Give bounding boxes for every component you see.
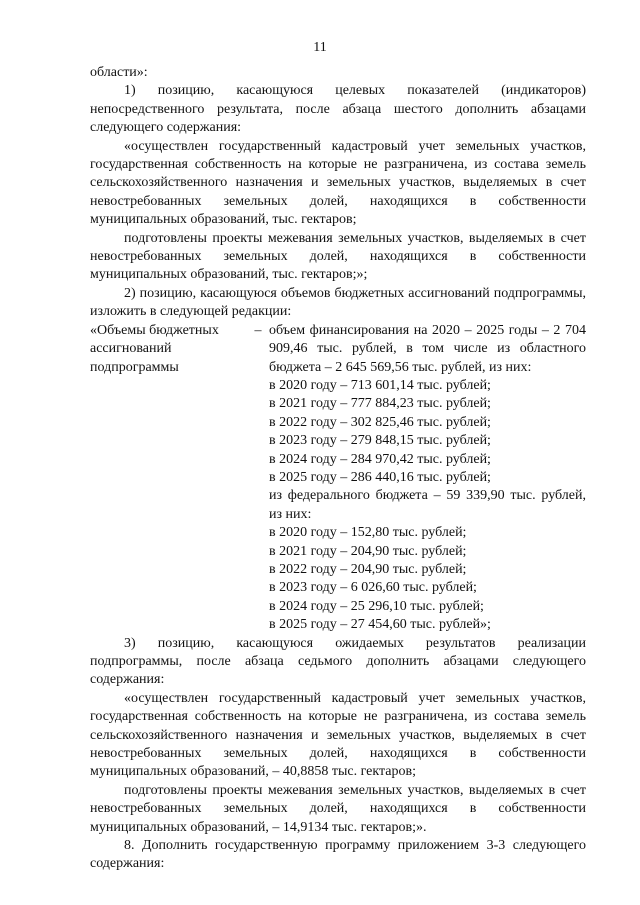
document-body [90, 64, 586, 874]
list-item: в 2021 году – 204,90 тыс. рублей; [269, 543, 467, 559]
list-item: в 2022 году – 204,90 тыс. рублей; [269, 561, 467, 577]
budget-table-dash: – [254, 322, 262, 338]
list-item: в 2024 году – 284 970,42 тыс. рублей; [269, 451, 491, 467]
budget-table [90, 322, 586, 635]
list-item: в 2020 году – 152,80 тыс. рублей; [269, 525, 467, 541]
budget-table-values [263, 322, 586, 635]
budget-table-label: «Объемы бюджетных ассигнований подпрограммы [90, 322, 219, 375]
paragraph-oblasti: области»: [90, 65, 148, 80]
list-item: в 2024 году – 25 296,10 тыс. рублей; [269, 598, 484, 614]
federal-total: из федерального бюджета – 59 339,90 тыс. рублей, из них: [269, 488, 586, 522]
paragraph-quote-cadastral: «осуществлен государственный кадастровый учет земельных участков, государственная собственность на которые не разграничена, из состава земель сельскохозяйственного назначения и земельных участков, выделяемых в счет невостребованных земельных долей, находящихся в собственности муниципальных образований, тыс. гектаров; [90, 138, 586, 228]
list-item: в 2020 году – 713 601,14 тыс. рублей; [269, 377, 491, 393]
paragraph-item-2: 2) позицию, касающуюся объемов бюджетных ассигнований подпрограммы, изложить в следующей редакции: [90, 285, 586, 320]
list-item: в 2021 году – 777 884,23 тыс. рублей; [269, 396, 491, 412]
list-item: в 2025 году – 27 454,60 тыс. рублей»; [269, 617, 491, 633]
paragraph-quote-survey: подготовлены проекты межевания земельных участков, выделяемых в счет невостребованных земельных долей, находящихся в собственности муниципальных образований, тыс. гектаров;»; [90, 230, 586, 283]
paragraph-quote-cadastral-result: «осуществлен государственный кадастровый учет земельных участков, государственная собственность на которые не разграничена, из состава земель сельскохозяйственного назначения и земельных участков, выделяемых в счет невостребованных земельных долей, находящихся в собственности муниципальных образований, – 40,8858 тыс. гектаров; [90, 690, 586, 780]
paragraph-item-1: 1) позицию, касающуюся целевых показателей (индикаторов) непосредственного результата, после абзаца шестого дополнить абзацами следующего содержания: [90, 83, 586, 136]
list-item: в 2023 году – 6 026,60 тыс. рублей; [269, 580, 477, 596]
paragraph-quote-survey-result: подготовлены проекты межевания земельных участков, выделяемых в счет невостребованных земельных долей, находящихся в собственности муниципальных образований, – 14,9134 тыс. гектаров;». [90, 782, 586, 835]
regional-years-list [269, 377, 586, 487]
budget-total: объем финансирования на 2020 – 2025 годы – 2 704 909,46 тыс. рублей, в том числе из областного бюджета – 2 645 569,56 тыс. рублей, из них: [269, 322, 586, 375]
list-item: в 2022 году – 302 825,46 тыс. рублей; [269, 414, 491, 430]
paragraph-item-3: 3) позицию, касающуюся ожидаемых результатов реализации подпрограммы, после абзаца седьмого дополнить абзацами следующего содержания: [90, 635, 586, 688]
federal-years-list [269, 524, 586, 634]
page-number: 11 [313, 40, 327, 55]
list-item: в 2025 году – 286 440,16 тыс. рублей; [269, 469, 491, 485]
paragraph-item-8: 8. Дополнить государственную программу приложением 3-3 следующего содержания: [90, 838, 586, 872]
list-item: в 2023 году – 279 848,15 тыс. рублей; [269, 433, 491, 449]
